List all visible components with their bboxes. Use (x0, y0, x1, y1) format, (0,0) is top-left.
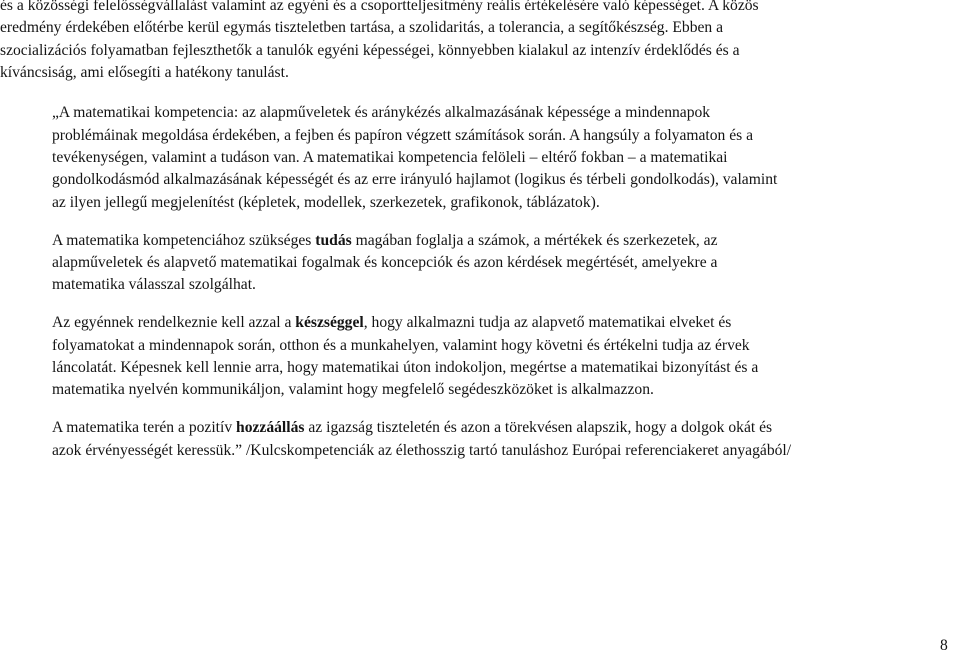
skills-bold-term: készséggel (295, 314, 364, 331)
page-number: 8 (940, 637, 948, 654)
knowledge-line-3: matematika válasszal szolgálhat. (52, 276, 256, 293)
intro-line-2: eredmény érdekében előtérbe kerül egymás tiszteletben tartása, a szolidaritás, a tolerancia, a segítőkészség. Ebben a (0, 19, 724, 36)
skills-line-4: matematika nyelvén kommunikáljon, valamint hogy megfelelő segédeszközöket is alkalmazzon. (52, 381, 654, 398)
knowledge-text-post: magában foglalja a számok, a mértékek és szerkezetek, az (351, 232, 718, 249)
skills-text-post: , hogy alkalmazni tudja az alapvető matematikai elveket és (363, 314, 732, 331)
knowledge-line-1 (52, 231, 718, 251)
skills-line-3: láncolatát. Képesnek kell lennie arra, hogy matematikai úton indokoljon, megértse a matematikai bizonyítást és a (52, 359, 759, 376)
skills-line-2: folyamatokat a mindennapok során, otthon és a munkahelyen, valamint hogy követni és értékelni tudja az érvek (52, 337, 750, 354)
knowledge-line-2: alapműveletek és alapvető matematikai fogalmak és koncepciók és azon kérdések megértését, amelyekre a (52, 254, 718, 271)
skills-line-1 (52, 313, 731, 333)
attitude-bold-term: hozzáállás (236, 419, 305, 436)
quote-line-2: problémáinak megoldása érdekében, a fejben és papíron végzett számítások során. A hangsúly a folyamaton és a (52, 127, 754, 144)
attitude-text-pre: A matematika terén a pozitív (52, 419, 237, 436)
attitude-line-1 (52, 418, 772, 438)
intro-line-4: kíváncsiság, ami elősegíti a hatékony tanulást. (0, 64, 289, 81)
knowledge-bold-term: tudás (315, 232, 352, 249)
attitude-text-post: az igazság tiszteletén és azon a törekvésen alapszik, hogy a dolgok okát és (304, 419, 773, 436)
quote-line-3: tevékenységen, valamint a tudáson van. A matematikai kompetencia felöleli – eltérő fokban – a matematikai (52, 149, 728, 166)
quote-line-4: gondolkodásmód alkalmazásának képességét és az erre irányuló hajlamot (logikus és térbeli gondolkodás), valamint (52, 171, 778, 188)
skills-text-pre: Az egyénnek rendelkeznie kell azzal a (52, 314, 296, 331)
intro-line-1: és a közösségi felelősségvállalást valamint az egyéni és a csoportteljesítmény reális értékelésére való képességet. A közös (0, 0, 759, 14)
quote-line-1: „A matematikai kompetencia: az alapműveletek és aránykézés alkalmazásának képessége a mindennapok (52, 104, 711, 121)
knowledge-text-pre: A matematika kompetenciához szükséges (52, 232, 316, 249)
attitude-line-2: azok érvényességét keressük.” /Kulcskompetenciák az élethosszig tartó tanuláshoz Európai referenciakeret anyagából/ (52, 442, 792, 459)
intro-line-3: szocializációs folyamatban fejleszthetők a tanulók egyéni képességei, könnyebben kialakul az intenzív érdeklődés és a (0, 42, 740, 59)
quote-line-5: az ilyen jellegű megjelenítést (képletek, modellek, szerkezetek, grafikonok, táblázatok). (52, 194, 600, 211)
